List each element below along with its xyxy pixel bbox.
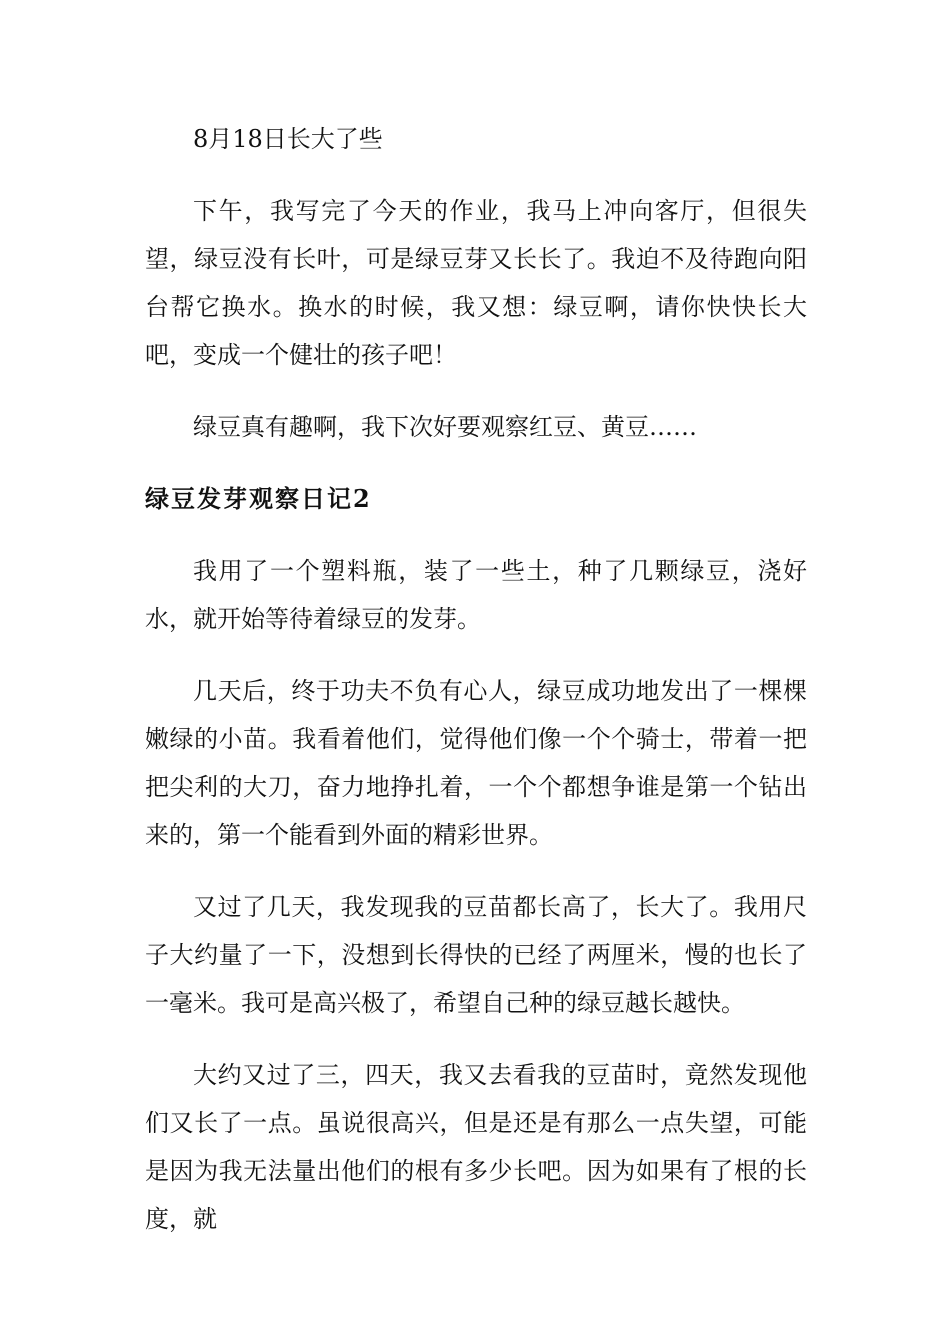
document-page [145, 115, 807, 1243]
paragraph-planting: 我用了一个塑料瓶，装了一些土，种了几颗绿豆，浇好水，就开始等待着绿豆的发芽。 [145, 557, 807, 633]
spacer [145, 379, 807, 403]
spacer [145, 451, 807, 475]
paragraph-date-heading: 8月18日长大了些 [193, 125, 383, 153]
paragraph-sprouting: 几天后，终于功夫不负有心人，绿豆成功地发出了一棵棵嫩绿的小苗。我看着他们，觉得他们像一个个骑士，带着一把把尖利的大刀，奋力地挣扎着，一个个都想争谁是第一个钻出来的，第一个能看到外面的精彩世界。 [145, 677, 807, 849]
spacer [145, 643, 807, 667]
paragraph-growing: 又过了几天，我发现我的豆苗都长高了，长大了。我用尺子大约量了一下，没想到长得快的已经了两厘米，慢的也长了一毫米。我可是高兴极了，希望自己种的绿豆越长越快。 [145, 893, 807, 1017]
paragraph-interesting: 绿豆真有趣啊，我下次好要观察红豆、黄豆…… [193, 413, 697, 441]
section-heading: 绿豆发芽观察日记2 [145, 484, 372, 513]
spacer [145, 523, 807, 547]
paragraph-afternoon: 下午，我写完了今天的作业，我马上冲向客厅，但很失望，绿豆没有长叶，可是绿豆芽又长长了。我迫不及待跑向阳台帮它换水。换水的时候，我又想：绿豆啊，请你快快长大吧，变成一个健壮的孩子吧！ [145, 197, 807, 369]
paragraph-roots: 大约又过了三，四天，我又去看我的豆苗时，竟然发现他们又长了一点。虽说很高兴，但是还是有那么一点失望，可能是因为我无法量出他们的根有多少长吧。因为如果有了根的长度，就 [145, 1061, 807, 1233]
spacer [145, 1027, 807, 1051]
spacer [145, 163, 807, 187]
spacer [145, 859, 807, 883]
